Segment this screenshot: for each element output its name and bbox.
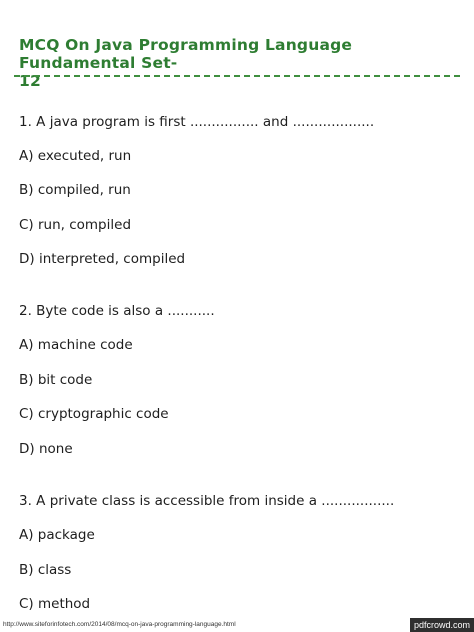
page-title <box>19 36 459 90</box>
title-line-1: MCQ On Java Programming Language Fundamental Set- <box>19 36 353 72</box>
pdfcrowd-brand-link[interactable]: pdfcrowd.com <box>410 618 474 632</box>
question-1-text: 1. A java program is first ................ and ................... <box>19 114 375 130</box>
page-footer <box>0 618 474 632</box>
question-3-option-b: B) class <box>19 562 72 578</box>
question-1-option-c: C) run, compiled <box>19 217 132 233</box>
question-3-option-a: A) package <box>19 527 95 543</box>
question-2-option-d: D) none <box>19 441 73 457</box>
question-1-option-a: A) executed, run <box>19 148 132 164</box>
question-3-option-c: C) method <box>19 596 91 612</box>
question-1-option-b: B) compiled, run <box>19 182 131 198</box>
source-url-link[interactable]: http://www.siteforinfotech.com/2014/08/mcq-on-java-programming-language.html <box>3 621 236 628</box>
question-2-text: 2. Byte code is also a ........... <box>19 303 215 319</box>
dashed-divider <box>14 75 460 77</box>
question-2-option-c: C) cryptographic code <box>19 406 169 422</box>
title-line-2: 12 <box>19 72 41 90</box>
question-3-text: 3. A private class is accessible from inside a ................. <box>19 493 395 509</box>
question-2-option-a: A) machine code <box>19 337 133 353</box>
question-1-option-d: D) interpreted, compiled <box>19 251 186 267</box>
question-2-option-b: B) bit code <box>19 372 93 388</box>
